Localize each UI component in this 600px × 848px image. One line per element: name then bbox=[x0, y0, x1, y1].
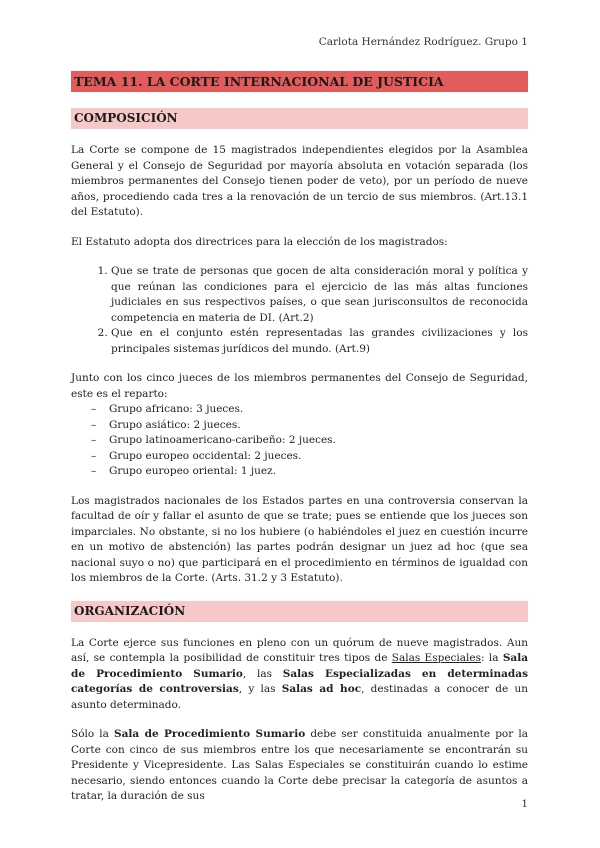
section-heading-composicion: COMPOSICIÓN bbox=[71, 108, 528, 129]
salas-especiales-term: Salas Especiales bbox=[391, 652, 482, 664]
list-item: – Grupo asiático: 2 jueces. bbox=[91, 418, 528, 434]
list-item: – Grupo latinoamericano-caribeño: 2 jueces. bbox=[91, 433, 528, 449]
list-item: – Grupo europeo oriental: 1 juez. bbox=[91, 464, 528, 480]
paragraph: Sólo la Sala de Procedimiento Sumario debe ser constituida anualmente por la Corte con cinco de sus miembros entre los que necesariamente se encontrarán su Presidente y Vicepresidente. Las Salas Especiales se constituirán cuando lo estime necesario, siendo entonces cuando la Corte debe precisar la categoría de asuntos a tratar, la duración de sus bbox=[71, 728, 528, 802]
directrices-list bbox=[71, 264, 528, 357]
list-item: 1. Que se trate de personas que gocen de alta consideración moral y política y que reúnan las condiciones para el ejercicio de las más altas funciones judiciales en sus respectivos países, o que sean jurisconsultos de reconocida competencia en materia de DI. (Art.2) bbox=[111, 264, 528, 326]
list-item: 2. Que en el conjunto estén representadas las grandes civilizaciones y los principales sistemas jurídicos del mundo. (Art.9) bbox=[111, 326, 528, 357]
paragraph: Junto con los cinco jueces de los miembros permanentes del Consejo de Seguridad, este es el reparto: bbox=[71, 372, 528, 400]
bold-term: Salas ad hoc bbox=[281, 683, 362, 695]
paragraph: Los magistrados nacionales de los Estados partes en una controversia conservan la facultad de oír y fallar el asunto de que se trate; pues se entiende que los jueces son imparciales. No obstante, si no los hubiere (o habiéndoles el juez en cuestión incurre en un motivo de abstención) las partes podrán designar un juez ad hoc (que sea nacional suyo o no) que participará en el procedimiento en términos de igualdad con los miembros de la Corte. (Arts. 31.2 y 3 Estatuto). bbox=[71, 494, 528, 584]
document-body bbox=[71, 71, 528, 819]
paragraph: La Corte ejerce sus funciones en pleno con un quórum de nueve magistrados. Aun así, se contempla la posibilidad de constituir tres tipos de Salas Especiales: la Sala de Procedimiento Sumario, las Salas Especializadas en determinadas categorías de controversias, y las Salas ad hoc, destinadas a conocer de un asunto determinado. bbox=[71, 636, 529, 711]
section-heading-organizacion: ORGANIZACIÓN bbox=[71, 601, 528, 622]
bold-term: Sala de Procedimiento Sumario bbox=[71, 652, 529, 680]
document-title: TEMA 11. LA CORTE INTERNACIONAL DE JUSTICIA bbox=[71, 71, 528, 92]
paragraph: La Corte se compone de 15 magistrados independientes elegidos por la Asamblea General y el Consejo de Seguridad por mayoría absoluta en votación separada (los miembros permanentes del Consejo tienen poder de veto), por un período de nueve años, procediendo cada tres a la renovación de un tercio de sus miembros. (Art.13.1 del Estatuto). bbox=[71, 144, 528, 218]
page-number: 1 bbox=[521, 798, 528, 810]
list-item: – Grupo africano: 3 jueces. bbox=[91, 402, 528, 418]
bold-term: Salas Especializadas en determinadas categorías de controversias bbox=[71, 667, 528, 695]
list-item: – Grupo europeo occidental: 2 jueces. bbox=[91, 449, 528, 465]
paragraph: El Estatuto adopta dos directrices para la elección de los magistrados: bbox=[71, 235, 448, 248]
bold-term: Sala de Procedimiento Sumario bbox=[114, 728, 306, 740]
page-header: Carlota Hernández Rodríguez. Grupo 1 bbox=[318, 36, 528, 48]
reparto-list bbox=[71, 402, 528, 480]
